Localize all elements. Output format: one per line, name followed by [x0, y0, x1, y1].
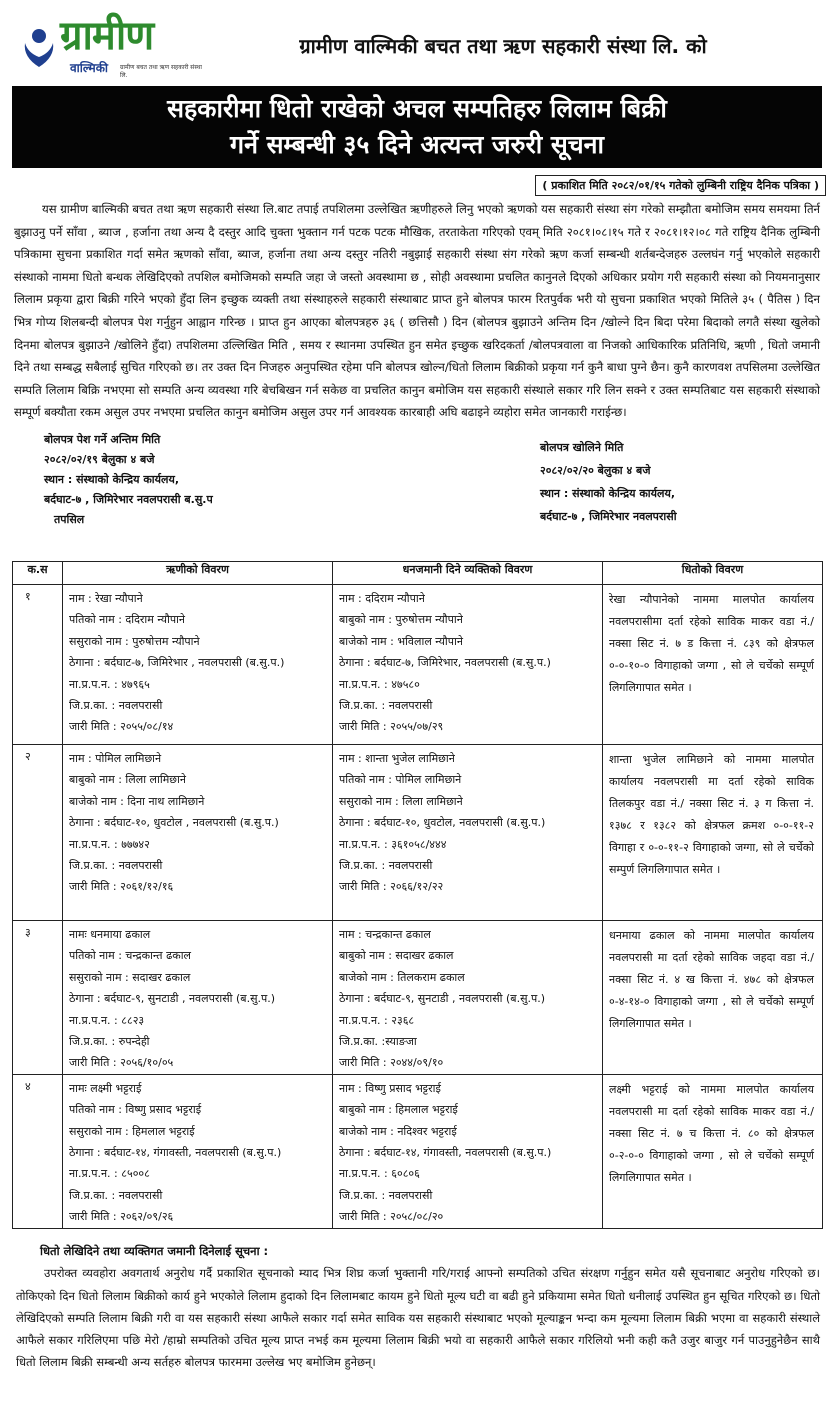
submission-details — [44, 430, 213, 510]
guarantor-line: जि.प्र.का. : नवलपरासी — [339, 859, 433, 873]
guarantor-details — [333, 745, 603, 921]
guarantor-details — [333, 921, 603, 1075]
guarantor-details — [333, 1074, 603, 1228]
borrower-line: जि.प्र.का. : रुपन्देही — [69, 1035, 150, 1049]
hands-emblem-icon — [22, 23, 56, 69]
borrower-line: जारी मिति : २०६१/१२/१६ — [69, 880, 174, 894]
borrower-line: जारी मिति : २०५६/१०/०५ — [69, 1056, 174, 1070]
submit-address: बर्दघाट-७ , जिमिरेभार नवलपरासी ब.सु.प — [44, 492, 213, 506]
borrower-line: ना.प्र.प.न. : ८५००८ — [69, 1167, 150, 1181]
borrower-line: जि.प्र.का. : नवलपरासी — [69, 1188, 163, 1202]
guarantor-line: ना.प्र.प.न. : ४७५८० — [339, 677, 420, 691]
property-table — [12, 561, 823, 1229]
table-header-row — [13, 562, 823, 585]
borrower-line: ठेगाना : बर्दघाट-९, सुनटाडी , नवलपरासी (ब.सु.प.) — [69, 992, 276, 1006]
open-title: बोलपत्र खोलिने मिति — [540, 440, 624, 454]
guarantor-line: जारी मिति : २०६६/१२/२२ — [339, 880, 444, 894]
guarantor-line: ना.प्र.प.न. : ६०८०६ — [339, 1167, 420, 1181]
collateral-notice — [16, 1240, 820, 1374]
borrower-line: पतिको नाम : ददिराम न्यौपाने — [69, 613, 186, 627]
guarantor-line: नाम : चन्द्रकान्त ढकाल — [339, 928, 431, 941]
organization-name: ग्रामीण वाल्मिकी बचत तथा ऋण सहकारी संस्था लि. को — [299, 33, 707, 58]
borrower-details — [63, 1074, 333, 1228]
collateral-details: रेखा न्यौपानेको नाममा मालपोत कार्यालय नवलपरासीमा दर्ता रहेको साविक माकर वडा नं./ नक्सा सिट नं. ७ ड कित्ता नं. ८३९ को क्षेत्रफल ०-०-१०-० विगाहाको जग्गा , सो ले चर्चेको सम्पूर्ण लिगलिगापात समेत । — [603, 585, 823, 745]
borrower-line: जि.प्र.का. : नवलपरासी — [69, 699, 163, 713]
guarantor-line: बाजेको नाम : नदिश्वर भट्टराई — [339, 1124, 457, 1138]
borrower-details — [63, 745, 333, 921]
table-row — [13, 745, 823, 921]
publication-info — [8, 174, 826, 196]
borrower-line: ससुराको नाम : हिमलाल भट्टराई — [69, 1124, 195, 1138]
guarantor-line: ना.प्र.प.न. : २३६८ — [339, 1013, 415, 1027]
banner-line-1: सहकारीमा धितो राखेको अचल सम्पतिहरु लिलाम बिक्री — [167, 94, 667, 123]
borrower-line: जारी मिति : २०६२/०९/२६ — [69, 1210, 174, 1224]
logo-tagline: ग्रामीण बचत तथा ऋण सहकारी संस्था लि. — [120, 64, 202, 79]
guarantor-line: ना.प्र.प.न. : ३६१०५८/४४४ — [339, 837, 447, 851]
notice-heading: धितो लेखिदिने तथा व्यक्तिगत जमानी दिनेलाई सूचना : — [40, 1244, 269, 1258]
submit-place: स्थान : संस्थाको केन्द्रिय कार्यलय, — [44, 472, 180, 486]
guarantor-line: जारी मिति : २०५५/०७/२९ — [339, 720, 444, 734]
borrower-line: जि.प्र.का. : नवलपरासी — [69, 859, 163, 873]
guarantor-line: जि.प्र.का. : नवलपरासी — [339, 699, 433, 713]
header-borrower: ऋणीको विवरण — [63, 562, 333, 585]
row-serial: ३ — [13, 921, 63, 1075]
guarantor-details — [333, 585, 603, 745]
row-serial: १ — [13, 585, 63, 745]
borrower-line: ससुराको नाम : सदाखर ढकाल — [69, 970, 191, 984]
borrower-line: नामः लक्ष्मी भट्टराई — [69, 1081, 142, 1095]
title-banner — [12, 86, 822, 168]
guarantor-line: ठेगाना : बर्दघाट-१०, धुवटोल, नवलपरासी (ब.सु.प.) — [339, 816, 546, 830]
table-row — [13, 921, 823, 1075]
table-body — [13, 585, 823, 1229]
guarantor-line: जि.प्र.का. : नवलपरासी — [339, 1188, 433, 1202]
guarantor-line: बाजेको नाम : तिलकराम ढकाल — [339, 970, 465, 984]
guarantor-line: पतिको नाम : पोमिल लामिछाने — [339, 773, 462, 787]
borrower-line: नाम : पोमिल लामिछाने — [69, 752, 162, 765]
guarantor-line: बाबुको नाम : सदाखर ढकाल — [339, 949, 454, 963]
borrower-line: बाजेको नाम : दिना नाथ लामिछाने — [69, 794, 205, 808]
opening-details — [540, 436, 677, 528]
collateral-details: शान्ता भुजेल लामिछाने को नाममा मालपोत कार्यालय नवलपरासी मा दर्ता रहेको साविक तिलकपुर वडा नं./ नक्सा सिट नं. ३ ग कित्ता नं. १३७८ र १३८२ को क्षेत्रफल क्रमश ०-०-११-२ विगाहा र ०-०-११-२ विगाहाको जग्गा, सो ले चर्चेको सम्पुर्ण लिगलिगापात समेत । — [603, 745, 823, 921]
notice-text: उपरोक्त व्यवहोरा अवगतार्थ अनुरोध गर्दै प्रकाशित सूचनाको म्याद भित्र शिघ्र कर्जा भुक्तानी गरि/गराई आफ्नो सम्पतिको उचित संरक्षण गर्नुहुन समेत यसै सूचनाबाट अनुरोध गरिएको छ। तोकिएको दिन धितो लिलाम बिक्रीको कार्य हुने भएकोले लिलाम हुदाको दिन लिलामबाट कायम हुने धितो मूल्य घटी वा बढी हुने प्रकियामा समेत धितो धनीलाई उपस्थित हुन सूचित गरिएको छ। धितो लेखिदिएको सम्पति लिलाम बिक्री गरी वा यस सहकारी संस्था आफैले सकार गर्दा समेत साविक यस सहकारी संस्थाबाट भएको मूल्याङ्कन भन्दा कम मूल्यमा लिलाम बिक्री भएमा वा सहकारी संस्थाले आफैले सकार गरिलिएमा पछि मेरो /हाम्रो सम्पतिको उचित मूल्य प्राप्त नभई कम मूल्यमा लिलाम बिक्री भयो वा सहकारी आफैले सकार गरिलियो भनी कही कतै उजुर बाजुर गर्न पाउनुहुनेछैन साथै धितो लिलाम बिक्री सम्बन्धी अन्य सर्तहरु बोलपत्र फारममा उल्लेख भए बमोजिम हुनेछन्। — [16, 1266, 820, 1370]
guarantor-line: जारी मिति : २०४४/०९/१० — [339, 1056, 444, 1070]
body-text: यस ग्रामीण बाल्मिकी बचत तथा ऋण सहकारी संस्था लि.बाट तपाई तपशिलमा उल्लेखित ऋणीहरुले लिनु भएको ऋणको यस सहकारी संस्था संग गरेको सम्झौता बमोजिम समय समयमा तिर्न बुझाउनु पर्ने साँवा , ब्याज , हर्जाना तथा अन्य दै दस्तुर आदि चुक्ता भुक्तान गर्न पटक पटक मौखिक, तरताकेता गरिएको एवम् मिति २०८१।०८।१५ गते र २०८१।१२।०८ गते राष्ट्रिय दैनिक लुम्बिनी पत्रिकामा सुचना प्रकाशित गर्दा समेत ऋणको साँवा, ब्याज, हर्जाना तथा अन्य दस्तुर नतिरी नबुझाई सहकारी संस्था संग गरेको ऋण कर्जा सम्बन्धी शर्तबन्देजहरु उल्लघंन गर्नु भएकोले सहकारी संस्थाको नाममा धितो बन्धक लेखिदिएको तपशिल बमोजिमको सम्पति जहा जे जस्तो अवस्थामा छ , सोही अवस्थामा प्रचलित कानुनले दिएको अधिकार प्रयोग गरी सहकारी संस्था को नियमनानुसार लिलाम प्रकृया द्वारा बिक्री गरिने भएको हुँदा लिन इच्छुक व्यक्ती तथा संस्थाहरुले सहकारी संस्थाबाट प्राप्त हुने बोलपत्र फारम रितपुर्वक भरी यो सुचना प्रकाशित भएको मितिले ३५ ( पैतिस ) दिन भित्र गोप्य शिलबन्दी बोलपत्र पेश गर्नुहुन आह्वान गरिन्छ । प्राप्त हुन आएका बोलपत्रहरु ३६ ( छत्तिसौ ) दिन (बोलपत्र बुझाउने अन्तिम दिन /खोल्ने दिन बिदा परेमा बिदाको लगतै संस्था खुलेको दिनमा बोलपत्र बुझाउने /खोलिने हुँदा) तपशिलमा उल्लिखित मिति , समय र स्थानमा उपस्थित हुन समेत इच्छुक खरिदकर्ता /बोलपत्रवाला वा निजको आधिकारिक प्रतिनिधि, ऋणी , धितो जमानी दिने तथा सम्बद्ध सबैलाई सुचित गरिएको छ। तर उक्त दिन निजहरु अनुपस्थित रहेमा पनि बोलपत्र खोल्न/धितो लिलाम बिक्रीको प्रकृया गर्न कुनै बाधा पुग्ने छैन। कुनै कारणवश तपसिलमा उल्लेखित सम्पति लिलाम बिक्रि नभएमा सो सम्पति अन्य व्यवस्था गरि बेचबिखन गर्न सकेछ वा प्रचलित कानुन बमोजिम यस सहकारी संस्थाले सकार गरि लिन सक्ने र उक्त सम्पतिबाट यस सहकारी संस्थाको सम्पूर्ण बक्यौता रकम असुल उपर नभएमा प्रचलित कानुन बमोजिम असुल उपर गर्न आवश्यक कारबाही अघि बढाइने व्यहोरा समेत जानकारी गराईन्छ। — [14, 202, 821, 420]
borrower-line: ना.प्र.प.न. : ४७९६५ — [69, 677, 150, 691]
guarantor-line: नाम : विष्णु प्रसाद भट्टराई — [339, 1081, 441, 1095]
borrower-line: ससुराको नाम : पुरुषोत्तम न्यौपाने — [69, 634, 200, 648]
borrower-details — [63, 585, 333, 745]
borrower-line: ना.प्र.प.न. : ७७७४२ — [69, 837, 150, 851]
borrower-line: जारी मिति : २०५५/०८/१४ — [69, 720, 174, 734]
guarantor-line: जि.प्र.का. :स्याङजा — [339, 1035, 417, 1049]
borrower-line: बाबुको नाम : लिला लामिछाने — [69, 773, 186, 787]
borrower-line: ठेगाना : बर्दघाट-१०, धुवटोल , नवलपरासी (ब.सु.प.) — [69, 816, 279, 830]
guarantor-line: ससुराको नाम : लिला लामिछाने — [339, 794, 463, 808]
header-sn: क.स — [13, 562, 63, 585]
borrower-line: नामः धनमाया ढकाल — [69, 928, 151, 941]
borrower-line: ना.प्र.प.न. : ८८२३ — [69, 1013, 145, 1027]
guarantor-line: बाबुको नाम : पुरुषोत्तम न्यौपाने — [339, 613, 463, 627]
row-serial: २ — [13, 745, 63, 921]
publication-date: ( प्रकाशित मिति २०८२/०१/१५ गतेको लुम्बिनी राष्ट्रिय दैनिक पत्रिका ) — [535, 175, 826, 196]
borrower-line: ठेगाना : बर्दघाट-१४, गंगावस्ती, नवलपरासी (ब.सु.प.) — [69, 1146, 282, 1160]
guarantor-line: ठेगाना : बर्दघाट-७, जिमिरेभार, नवलपरासी (ब.सु.प.) — [339, 656, 551, 670]
submit-title: बोलपत्र पेश गर्ने अन्तिम मिति — [44, 432, 161, 446]
banner-line-2: गर्ने सम्बन्धी ३५ दिने अत्यन्त जरुरी सूचना — [230, 130, 604, 159]
header — [8, 6, 826, 84]
borrower-line: पतिको नाम : विष्णु प्रसाद भट्टराई — [69, 1103, 202, 1117]
header-collateral: धितोको विवरण — [603, 562, 823, 585]
guarantor-line: नाम : ददिराम न्यौपाने — [339, 592, 425, 605]
collateral-details: लक्ष्मी भट्टराई को नाममा मालपोत कार्यालय नवलपरासी मा दर्ता रहेको साविक माकर वडा नं./ नक्सा सिट नं. ७ च कित्ता नं. ८० को क्षेत्रफल ०-२-०-० विगाहाको जग्गा , सो ले चर्चेको सम्पूर्ण लिगलिगापात समेत । — [603, 1074, 823, 1228]
logo-subtitle: वाल्मिकी — [70, 61, 109, 75]
submit-date: २०८२/०२/१९ बेलुका ४ बजे — [44, 452, 155, 466]
body-paragraph — [14, 198, 820, 424]
header-guarantor: धनजमानी दिने व्यक्तिको विवरण — [333, 562, 603, 585]
dates-section — [8, 430, 826, 526]
schedule-label: तपसिल — [54, 512, 85, 526]
logo-word: ग्रामीण — [60, 12, 154, 59]
logo — [8, 9, 204, 81]
borrower-line: नाम : रेखा न्यौपाने — [69, 592, 143, 605]
borrower-details — [63, 921, 333, 1075]
guarantor-line: बाजेको नाम : भविलाल न्यौपाने — [339, 634, 463, 648]
borrower-line: ठेगाना : बर्दघाट-७, जिमिरेभार , नवलपरासी (ब.सु.प.) — [69, 656, 285, 670]
table-row — [13, 1074, 823, 1228]
table-row — [13, 585, 823, 745]
borrower-line: पतिको नाम : चन्द्रकान्त ढकाल — [69, 949, 192, 963]
collateral-details: धनमाया ढकाल को नाममा मालपोत कार्यालय नवलपरासी मा दर्ता रहेको साविक जहदा वडा नं./ नक्सा सिट नं. ४ ख कित्ता नं. ४७८ को क्षेत्रफल ०-४-१४-० विगाहाको जग्गा , सो ले चर्चेको सम्पूर्ण लिगलिगापात समेत । — [603, 921, 823, 1075]
guarantor-line: बाबुको नाम : हिमलाल भट्टराई — [339, 1103, 458, 1117]
row-serial: ४ — [13, 1074, 63, 1228]
guarantor-line: जारी मिति : २०५८/०८/२० — [339, 1210, 444, 1224]
guarantor-line: नाम : शान्ता भुजेल लामिछाने — [339, 752, 455, 765]
open-place: स्थान : संस्थाको केन्द्रिय कार्यलय, — [540, 486, 676, 500]
open-date: २०८२/०२/२० बेलुका ४ बजे — [540, 463, 651, 477]
open-address: बर्दघाट-७ , जिमिरेभार नवलपरासी — [540, 509, 677, 523]
guarantor-line: ठेगाना : बर्दघाट-९, सुनटाडी , नवलपरासी (ब.सु.प.) — [339, 992, 546, 1006]
guarantor-line: ठेगाना : बर्दघाट-१४, गंगावस्ती, नवलपरासी (ब.सु.प.) — [339, 1146, 552, 1160]
